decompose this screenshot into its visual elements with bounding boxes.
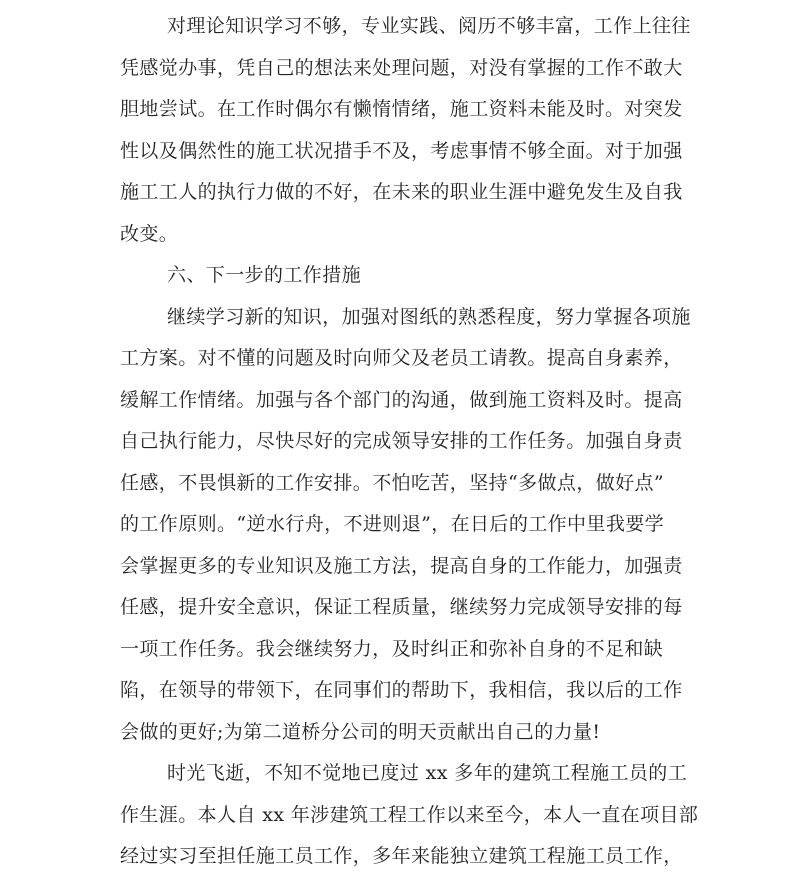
paragraph-line: 一项工作任务。我会继续努力，及时纠正和弥补自身的不足和缺 [120,637,664,660]
paragraph-line: 时光飞逝，不知不觉地已度过 xx 多年的建筑工程施工员的工 [167,762,688,784]
paragraph-line: 任感，提升安全意识，保证工程质量，继续努力完成领导安排的每 [120,596,683,618]
paragraph-line: 任感，不畏惧新的工作安排。不怕吃苦，坚持“多做点，做好点” [120,471,665,494]
paragraph-line: 自己执行能力，尽快尽好的完成领导安排的工作任务。加强自身责 [120,430,683,452]
paragraph-line: 缓解工作情绪。加强与各个部门的沟通，做到施工资料及时。提高 [120,388,683,411]
paragraph-line: 对理论知识学习不够，专业实践、阅历不够丰富，工作上往往 [167,15,691,37]
paragraph-line: 工方案。对不懂的问题及时向师父及老员工请教。提高自身素养， [120,347,683,369]
paragraph-line: 会掌握更多的专业知识及施工方法，提高自身的工作能力，加强责 [120,554,683,577]
paragraph-line: 继续学习新的知识，加强对图纸的熟悉程度，努力掌握各项施 [167,305,691,328]
paragraph-line: 作生涯。本人自 xx 年涉建筑工程工作以来至今，本人一直在项目部 [120,803,699,826]
paragraph-line: 凭感觉办事，凭自己的想法来处理问题，对没有掌握的工作不敢大 [120,56,683,79]
paragraph-line: 胆地尝试。在工作时偶尔有懒惰情绪，施工资料未能及时。对突发 [120,98,683,120]
paragraph-line: 施工工人的执行力做的不好，在未来的职业生涯中避免发生及自我 [120,181,683,203]
paragraph-line: 性以及偶然性的施工状况措手不及，考虑事情不够全面。对于加强 [120,139,683,162]
paragraph-line: 会做的更好;为第二道桥分公司的明天贡献出自己的力量! [120,720,601,743]
paragraph-line: 经过实习至担任施工员工作，多年来能独立建筑工程施工员工作， [120,845,683,867]
paragraph-line: 的工作原则。“逆水行舟，不进则退”，在日后的工作中里我要学 [120,513,665,535]
document-body [120,6,699,878]
paragraph-line: 陷，在领导的带领下，在同事们的帮助下，我相信，我以后的工作 [120,679,683,701]
section-heading: 六、下一步的工作措施 [167,264,362,286]
paragraph-line: 改变。 [120,222,179,245]
